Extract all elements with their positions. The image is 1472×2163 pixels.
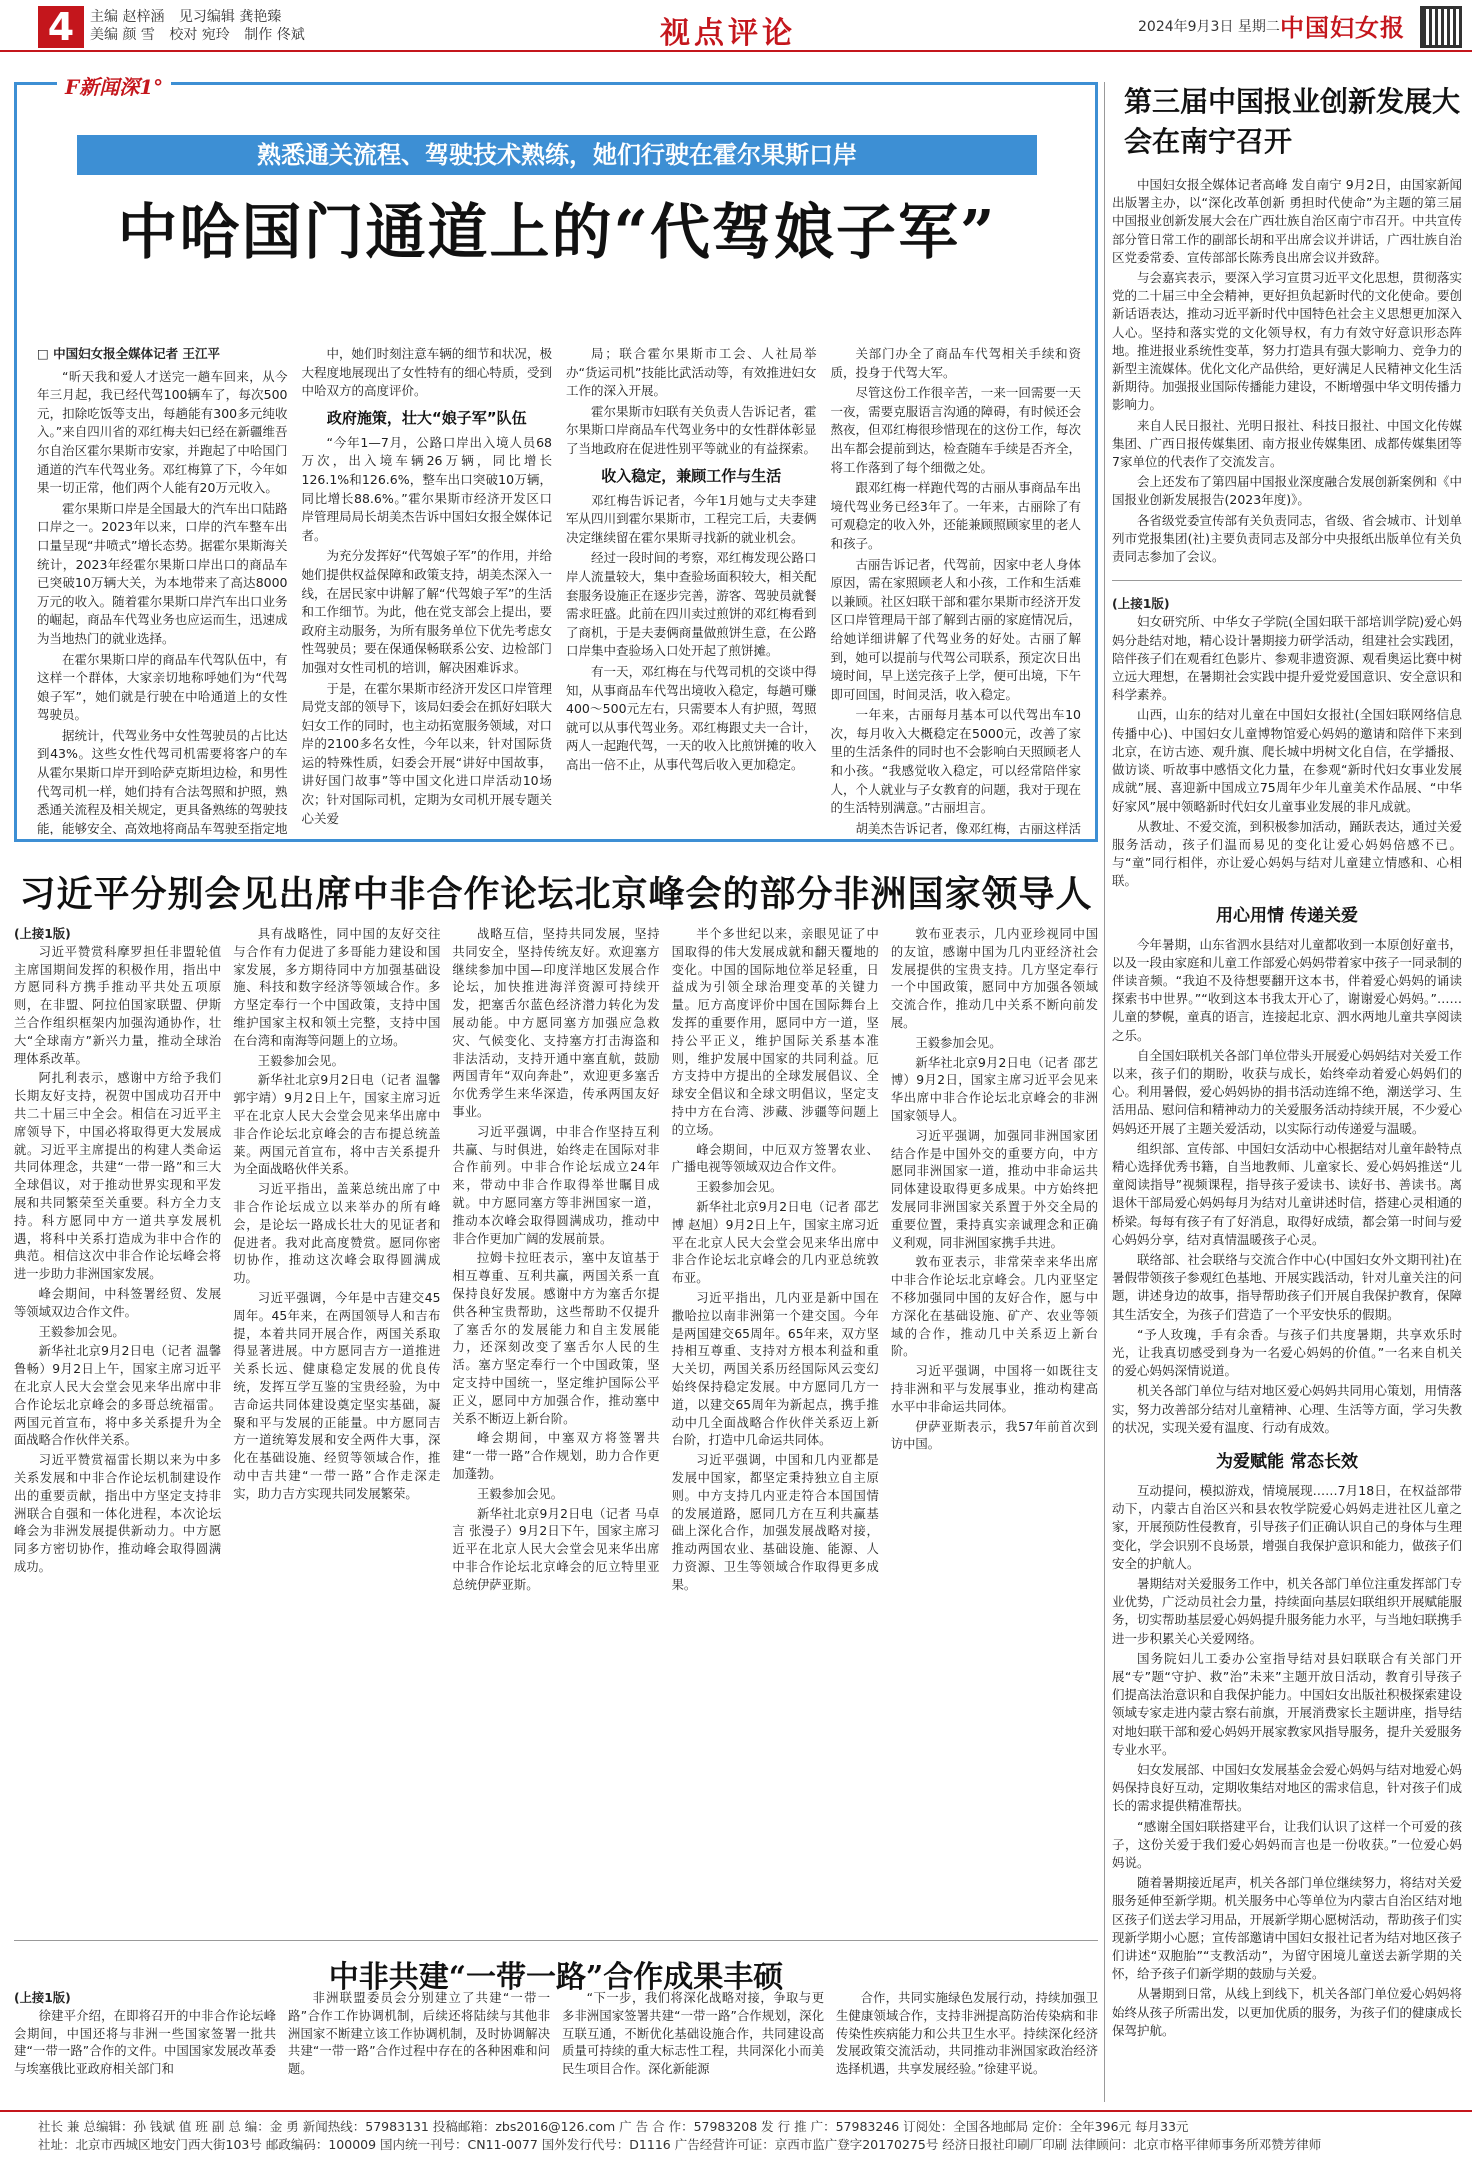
feature-subtitle: 熟悉通关流程、驾驶技术熟练，她们行驶在霍尔果斯口岸 — [77, 135, 1037, 175]
paragraph: 霍尔果斯市妇联有关负责人告诉记者，霍尔果斯口岸商品车代驾业务中的女性群体彰显了当地政府在促进性别平等就业的有益探索。 — [566, 403, 817, 456]
paragraph: 习近平指出，几内亚是新中国在撒哈拉以南非洲第一个建交国。今年是两国建交65周年。65年来，双方坚持相互尊重、支持对方根本利益和重大关切，两国关系历经国际风云变幻始终保持稳定发展。中方愿同几方一道，以建交65周年为新起点，携手推动中几全面战略合作伙伴关系迈上新台阶，打造中几命运共同体。 — [671, 1290, 879, 1448]
paragraph: 阿扎利表示，感谢中方给予我们长期友好支持，祝贺中国成功召开中共二十届三中全会。相信在习近平主席领导下，中国必将取得更大发展成就。习近平主席提出的构建人类命运共同体理念，共建“一带一路”和三大全球倡议，对于推动世界实现和平发展和共同繁荣至关重要。科方全力支持。科方愿同中方一道共享发展机遇，将科中关系打造成为非中合作的典范。相信这次中非合作论坛峰会将进一步助力非洲国家发展。 — [14, 1071, 222, 1282]
paragraph: 王毅参加会见。 — [696, 1180, 783, 1195]
continuation-label: (上接1版) — [1112, 596, 1170, 612]
feature-column-1 — [37, 345, 288, 835]
paragraph: 妇女研究所、中华女子学院(全国妇联干部培训学院)爱心妈妈分赴结对地，精心设计暑期接力研学活动，组建社会实践团，陪伴孩子们在观看红色影片、参观非遗资源、观看奥运比赛中树立远大理想，在暑期社会实践中提升爱党爱国意识、安全意识和科学素养。 — [1112, 614, 1462, 703]
paragraph: 新华社北京9月2日电（记者 邵艺博 赵旭）9月2日上午，国家主席习近平在北京人民大会堂会见来华出席中非合作论坛北京峰会的几内亚总统敦布亚。 — [671, 1199, 879, 1286]
editor-credit: 校对 宛玲 — [169, 27, 230, 43]
news-columns — [14, 926, 1098, 1926]
paragraph: 与会嘉宾表示，要深入学习宣贯习近平文化思想，贯彻落实党的二十届三中全会精神，更好担负起新时代的文化使命。要创新话语表达，推动习近平新时代中国特色社会主义思想更加深入人心。坚持和落实党的文化领导权，有力有效守好意识形态阵地。推进报业系统性变革，努力打造具有强大影响力、竞争力的新型主流媒体。优化文化产品供给，更好满足人民精神文化生活新期待。加强报业国际传播能力建设，不断增强中华文明传播力影响力。 — [1112, 270, 1462, 413]
right-article-body — [1112, 176, 1462, 2042]
feature-article — [14, 75, 1098, 842]
editor-credit: 美编 颜 雪 — [90, 27, 155, 43]
paragraph: 山西，山东的结对儿童在中国妇女报社(全国妇联网络信息传播中心)、中国妇女儿童博物馆爱心妈妈的邀请和陪伴下来到北京，在访古迹、观升旗、爬长城中坍树文化自信，在学播报、做访谈、听故事中感悟文化力量，在参观“新时代妇女事业发展成就”展、喜迎新中国成立75周年少年儿童美术作品展、“中华好家风”展中领略新时代妇女儿童事业发展的非凡成就。 — [1112, 707, 1462, 814]
paragraph: 从暑期到日常，从线上到线下，机关各部门单位爱心妈妈将始终从孩子所需出发，以更加优质的服务，为孩子们的健康成长保驾护航。 — [1112, 1986, 1462, 2038]
paragraph: 联络部、社会联络与交流合作中心(中国妇女外文期刊社)在暑假带领孩子参观红色基地、开展实践活动，针对儿童关注的问题，讲述身边的故事，指导帮助孩子们开展自我保护教育，保障其生活安全，为孩子们营造了一个平安快乐的假期。 — [1112, 1251, 1462, 1322]
paragraph: 胡美杰告诉记者，像邓红梅，古丽这样活 — [855, 820, 1081, 835]
paragraph: 在霍尔果斯口岸的商品车代驾队伍中，有这样一个群体，大家亲切地称呼她们为“代驾娘子军”，她们就是行驶在中哈通道上的女性驾驶员。 — [37, 651, 288, 723]
paragraph: 王毅参加会见。 — [477, 1486, 564, 1501]
feature-tag: F新闻深1° — [57, 71, 171, 100]
paragraph: 合作，共同实施绿色发展行动，持续加强卫生健康领域合作，支持非洲提高防治传染病和非传染性疾病能力和公共卫生水平。持续深化经济发展政策交流活动，共同推动非洲国家政治经济选择机遇，共享发展经验。”徐建平说。 — [836, 1991, 1098, 2077]
paragraph: 半个多世纪以来，亲眼见证了中国取得的伟大发展成就和翻天覆地的变化。中国的国际地位举足轻重，日益成为引领全球治理变革的关键力量。厄方高度评价中国在国际舞台上发挥的重要作用，愿同中方一道，坚持公平正义，维护国际关系基本准则，维护发展中国家的共同利益。厄方支持中方提出的全球发展倡议、全球安全倡议和全球文明倡议，坚定支持中方在台湾、涉藏、涉疆等问题上的立场。 — [671, 927, 879, 1137]
paragraph: 王毅参加会见。 — [257, 1053, 344, 1068]
paragraph: 伊萨亚斯表示，我57年前首次到访中国。 — [890, 1419, 1099, 1452]
right-subheading: 用心用情 传递关爱 — [1216, 905, 1358, 926]
paragraph: 拉姆卡拉旺表示，塞中友谊基于相互尊重、互利共赢，两国关系一直保持良好发展。感谢中方为塞舌尔提供各种宝贵帮助，这些帮助不仅提升了塞舌尔的发展能力和自主发展能力，还深刻改变了塞舌尔人民的生活。塞方坚定奉行一个中国政策，坚定支持中国统一，坚定维护国际公平正义，愿同中方加强合作，推动塞中关系不断迈上新台阶。 — [452, 1251, 660, 1426]
news-column-5 — [891, 926, 1098, 1926]
paragraph: 跟邓红梅一样跑代驾的古丽从事商品车出境代驾业务已经3年了。一年来，古丽除了有可观稳定的收入外，还能兼顾照顾家里的老人和孩子。 — [830, 480, 1081, 551]
paragraph: 随着暑期接近尾声，机关各部门单位继续努力，将结对关爱服务延伸至新学期。机关服务中心等单位为内蒙古自治区结对地区孩子们送去学习用品，开展新学期心愿树活动，帮助孩子们实现新学期小心愿；宣传部邀请中国妇女报社记者为结对地区孩子们讲述“双胞胎”“支教活动”，为留守困境儿童送去新学期的关怀，给予孩子们新学期的鼓励与关爱。 — [1112, 1875, 1462, 1982]
paragraph: 新华社北京9月2日电（记者 马卓言 张漫子）9月2日下午，国家主席习近平在北京人民大会堂会见来华出席中非合作论坛北京峰会的厄立特里亚总统伊萨亚斯。 — [452, 1506, 660, 1592]
paragraph: 从教址、不爱交流，到积极参加活动，踊跃表达，通过关爱服务活动，孩子们温而易见的变化让爱心妈妈倍感不已。与“童”同行相伴，亦让爱心妈妈与结对儿童建立情感和、心相联。 — [1112, 818, 1462, 889]
bottom-headline: 中非共建“一带一路”合作成果丰硕 — [328, 1960, 784, 1995]
continuation-label: (上接1版) — [14, 927, 71, 941]
feature-headline: 中哈国门通道上的“代驾娘子军” — [117, 198, 997, 268]
paragraph: “昕天我和爱人才送完一趟车回来，从今年三月起，我已经代驾100辆车了，每次500元，扣除吃饭等支出，每趟能有300多元纯收入。”来自四川省的邓红梅夫妇已经在新疆维吾尔自治区霍尔果斯市安家，并跑起了中哈国门通道的汽车代驾业务。邓红梅算了下，今年如果一切正常，他们两个人能有20万元收入。 — [37, 368, 288, 496]
feature-subheading: 收入稳定，兼顾工作与生活 — [601, 466, 782, 485]
paragraph: 局；联合霍尔果斯市工会、人社局举办“货运司机”技能比武活动等，有效推进妇女工作的深入开展。 — [566, 346, 817, 399]
paragraph: 于是，在霍尔果斯市经济开发区口岸管理局党支部的领导下，该局妇委会在抓好妇联大妇女工作的同时，也主动拓宽服务领域，对口岸的2100多名女性，今年以来，针对国际货运的特殊性质，妇委会开展“讲好中国故事，讲好国门故事”等中国文化进口岸活动10场次；针对国际司机，定期为女司机开展专题关心关爱 — [301, 680, 552, 826]
paragraph: 习近平强调，中国和几内亚都是发展中国家，都坚定秉持独立自主原则。中方支持几内亚走符合本国国情的发展道路，愿同几方在互利共赢基础上深化合作，加强发展战略对接，推动两国农业、基础设施、能源、人力资源、卫生等领域合作取得更多成果。 — [671, 1453, 879, 1592]
paragraph: 中国妇女报全媒体记者高峰 发自南宁 9月2日，由国家新闻出版署主办，以“深化改革创新 勇担时代使命”为主题的第三届中国报业创新发展大会在广西壮族自治区南宁市召开。中共宣传部分管日常工作的副部长胡和平出席会议并讲话，广西壮族自治区党委常委、宣传部部长陈秀良出席会议并致辞。 — [1112, 177, 1462, 265]
paragraph: 自全国妇联机关各部门单位带头开展爱心妈妈结对关爱工作以来，孩子们的期盼，收获与成长，始终牵动着爱心妈妈们的心。利用暑假，爱心妈妈协的捐书活动连绵不绝，潮送学习、生活用品、慰问信和精神动力的关爱服务活动持续开展，不少爱心妈妈还开展了主题关爱活动，以实际行动传递爱与温暖。 — [1112, 1047, 1462, 1136]
feature-column-3 — [566, 345, 817, 835]
footer-contact-line: 社长 兼 总编辑：孙 钱斌 值 班 副 总 编：金 勇 新闻热线：57983131 投稿邮箱：zbs2016@126.com 广 告 合 作：57983208 发 行 推 广：57983246 订阅处：全国各地邮局 定价：全年396元 每月33元 — [38, 2119, 1189, 2134]
paragraph: 徐建平介绍，在即将召开的中非合作论坛峰会期间，中国还将与非洲一些国家签署一批共建“一带一路”合作的文件。中国国家发展改革委与埃塞俄比亚政府相关部门和 — [14, 2008, 276, 2077]
paragraph: 习近平强调，中国将一如既往支持非洲和平与发展事业，推动构建高水平中非命运共同体。 — [890, 1364, 1099, 1414]
news-column-4 — [672, 926, 879, 1926]
paragraph: 峰会期间，中科签署经贸、发展等领域双边合作文件。 — [14, 1286, 222, 1319]
paragraph: 王毅参加会见。 — [915, 1035, 1002, 1050]
paragraph: 习近平赞赏科摩罗担任非盟轮值主席国期间发挥的积极作用，指出中方愿同科方携手推动平共处五项原则，在非盟、阿拉伯国家联盟、伊斯兰合作组织框架内加强沟通协作，壮大“全球南方”新兴力量，推动全球治理体系改革。 — [14, 944, 222, 1066]
paragraph: 新华社北京9月2日电（记者 温馨 郭宇靖）9月2日上午，国家主席习近平在北京人民大会堂会见来华出席中非合作论坛北京峰会的吉布提总统盖莱。两国元首宣布，将中吉关系提升为全面战略伙伴关系。 — [233, 1073, 441, 1177]
feature-subheading: 政府施策，壮大“娘子军”队伍 — [326, 408, 527, 427]
paragraph: 据统计，代驾业务中女性驾驶员的占比达到43%。这些女性代驾司机需要将客户的车从霍尔果斯口岸开到哈萨克斯坦边检，和男性代驾司机一样，她们持有合法驾照和护照，熟悉通关流程及相关规定，更具备熟练的驾驶技能，能够安全、高效地将商品车驾驶至指定地 — [37, 727, 288, 835]
paragraph: 会上还发布了第四届中国报业深度融合发展创新案例和《中国报业创新发展报告(2023年度)》。 — [1112, 474, 1462, 508]
paragraph: 新华社北京9月2日电（记者 温馨 鲁畅）9月2日上午，国家主席习近平在北京人民大会堂会见来华出席中非合作论坛北京峰会的多哥总统福雷。两国元首宣布，将中多关系提升为全面战略合作伙伴关系。 — [14, 1344, 222, 1448]
paragraph: 敦布亚表示，非常荣幸来华出席中非合作论坛北京峰会。几内亚坚定不移加强同中国的友好合作，愿与中方深化在基础设施、矿产、农业等领域的合作，推动几中关系迈上新台阶。 — [890, 1255, 1099, 1359]
paragraph: 今年暑期，山东省泗水县结对儿童都收到一本原创好童书，以及一段由家庭和儿童工作部爱心妈妈带着家中孩子一同录制的伴读音频。“我迫不及待想要翻开这本书，伴着爱心妈妈的诵读探索书中世界。”“收到这本书我太开心了，谢谢爱心妈妈。”……儿童的梦幌，童真的语言，连接起北京、泗水两地儿童共享阅读之乐。 — [1112, 936, 1462, 1043]
paragraph: 暑期结对关爱服务工作中，机关各部门单位注重发挥部门专业优势，广泛动员社会力量，持续面向基层妇联组织开展赋能服务，切实帮助基层爱心妈妈提升服务能力水平，与当地妇联携手进一步积累关心关爱网络。 — [1112, 1576, 1462, 1646]
paragraph: 一年来，古丽每月基本可以代驾出车10次，每月收入大概稳定在5000元，改善了家里的生活条件的同时也不会影响白天照顾老人和小孩。“我感觉收入稳定，可以经常陪伴家人，个人就业与子女教育的问题，我对于现在的生活特别满意。”古丽坦言。 — [830, 707, 1081, 816]
news-column-3 — [452, 926, 659, 1926]
paragraph: 经过一段时间的考察，邓红梅发现公路口岸人流量较大，集中查验场面积较大，相关配套服务设施正在逐步完善，游客、驾驶员就餐需求旺盛。此前在四川卖过煎饼的邓红梅看到了商机，于是夫妻俩商量做煎饼生意，在公路口岸集中查验场入口处开起了煎饼摊。 — [566, 550, 817, 659]
qr-code-icon — [1420, 6, 1462, 48]
feature-columns — [37, 345, 1081, 835]
paragraph: “下一步，我们将深化战略对接，争取与更多非洲国家签署共建“一带一路”合作规划，深化互联互通，不断优化基础设施合作，共同建设高质量可持续的重大标志性工程，共同深化小而美民生项目合作。深化新能源 — [562, 1991, 824, 2077]
feature-column-4 — [831, 345, 1082, 835]
right-column — [1112, 82, 1462, 2038]
newspaper-logo: 中国妇女报 — [1280, 13, 1405, 42]
editor-credits — [90, 8, 315, 44]
paragraph: 国务院妇儿工委办公室指导结对县妇联联合有关部门开展“专”题“守护、救”治”未来”主题开放日活动，教育引导孩子们提高法治意识和自我保护能力。中国妇女出版社积极探索建设领域专家走进内蒙古察右前旗，开展消费家长主题讲座，指导结对地妇联干部和爱心妈妈开展家教家风指导服务，提升关爱服务专业水平。 — [1112, 1650, 1462, 1757]
paragraph: 为充分发挥好“代驾娘子军”的作用，并给她们提供权益保障和政策支持，胡美杰深入一线，在居民家中讲解了解“代驾娘子军”的生活和工作细节。为此，他在党支部会上提出，要政府主动服务，为所有服务单位下优先考虑女性驾驶员；要在保通保畅联系公安、边检部门加强对女性司机的培训，解决困难诉求。 — [301, 548, 552, 675]
paragraph: 峰会期间，中厄双方签署农业、广播电视等领域双边合作文件。 — [671, 1142, 879, 1175]
divider — [14, 1940, 1098, 1941]
editor-credit: 见习编辑 龚艳臻 — [178, 9, 282, 25]
section-title: 视点评论 — [660, 16, 796, 51]
divider — [1112, 580, 1462, 581]
masthead — [0, 0, 1472, 52]
news-headline: 习近平分别会见出席中非合作论坛北京峰会的部分非洲国家领导人 — [19, 873, 1093, 915]
editor-credit: 制作 佟斌 — [244, 27, 305, 43]
paragraph: 妇女发展部、中国妇女发展基金会爱心妈妈与结对地爱心妈妈保持良好互动，定期收集结对地区的需求信息，针对孩子们成长的需求提供精准帮扶。 — [1112, 1762, 1462, 1814]
paragraph: 中，她们时刻注意车辆的细节和状况，极大程度地展现出了女性特有的细心特质，受到中哈双方的高度评价。 — [301, 346, 552, 399]
paragraph: 霍尔果斯口岸是全国最大的汽车出口陆路口岸之一。2023年以来，口岸的汽车整车出口量呈现“井喷式”增长态势。据霍尔果斯海关统计，2023年经霍尔果斯口岸出口的商品车已突破10万辆大关，为本地带来了高达8000万元的收入。随着霍尔果斯口岸汽车出口业务的崛起，商品车代驾业务也应运而生，迅速成为当地热门的就业选择。 — [37, 500, 288, 646]
continuation-label: (上接1版) — [14, 1991, 71, 2005]
paragraph: 非洲联盟委员会分别建立了共建“一带一路”合作工作协调机制，后续还将陆续与其他非洲国家不断建立该工作协调机制，及时协调解决共建“一带一路”合作过程中存在的各种困难和问题。 — [288, 1991, 550, 2077]
paragraph: 邓红梅告诉记者，今年1月她与丈夫李建军从四川到霍尔果斯市，工程完工后，夫妻俩决定继续留在霍尔果斯寻找新的就业机会。 — [566, 492, 817, 545]
footer-address-line: 社址：北京市西城区地安门西大街103号 邮政编码：100009 国内统一刊号：CN11-0077 国外发行代号：D1116 广告经营许可证：京西市监广登字20170275号 经济日报社印刷厂印刷 法律顾问：北京市格平律师事务所邓赞芳律师 — [38, 2137, 1322, 2152]
paragraph: 习近平强调，加强同非洲国家团结合作是中国外交的重要方向，中方愿同非洲国家一道，推动中非命运共同体建设取得更多成果。中方始终把发展同非洲国家关系置于外交全局的重要位置，秉持真实亲诚理念和正确义利观，同非洲国家携手共进。 — [890, 1128, 1099, 1250]
paragraph: 习近平赞赏福雷长期以来为中多关系发展和中非合作论坛机制建设作出的重要贡献，指出中方坚定支持非洲联合自强和一体化进程，本次论坛峰会为非洲发展提供新动力。中方愿同多方密切协作，推动峰会取得圆满成功。 — [14, 1453, 222, 1574]
paragraph: 王毅参加会见。 — [38, 1324, 125, 1339]
paragraph: 习近平强调，中非合作坚持互利共赢、与时俱进，始终走在国际对非合作前列。中非合作论坛成立24年来，带动中非合作取得举世瞩目成就。中方愿同塞方等非洲国家一道，推动本次峰会取得圆满成功，推动中非合作更加广阔的发展前景。 — [452, 1124, 660, 1246]
column-divider — [1104, 82, 1105, 2102]
page-number: 4 — [38, 6, 84, 48]
footer — [0, 2110, 1472, 2163]
paragraph: 新华社北京9月2日电（记者 邵艺博）9月2日，国家主席习近平会见来华出席中非合作论坛北京峰会的非洲国家领导人。 — [890, 1055, 1099, 1123]
paragraph: 峰会期间，中塞双方将签署共建“一带一路”合作规划，助力合作更加蓬勃。 — [452, 1431, 660, 1481]
paragraph: 敦布亚表示，几内亚珍视同中国的友谊，感谢中国为几内亚经济社会发展提供的宝贵支持。几方坚定奉行一个中国政策，愿同中方加强各领域交流合作，推动几中关系不断向前发展。 — [890, 927, 1099, 1030]
paragraph: 有一天，邓红梅在与代驾司机的交谈中得知，从事商品车代驾出境收入稳定，每趟可赚400～500元左右，只需要本人有护照，驾照就可以从事代驾业务。邓红梅跟丈夫一合计，两人一起跑代驾，一天的收入比煎饼摊的收入高出一倍不止，从事代驾后收入更加稳定。 — [566, 663, 817, 772]
paragraph: “予人玫瑰，手有余香。与孩子们共度暑期，共享欢乐时光，让我真切感受到身为一名爱心妈妈的价值。”一名来自机关的爱心妈妈深情说道。 — [1112, 1326, 1462, 1379]
paragraph: 具有战略性，同中国的友好交往与合作有力促进了多哥能力建设和国家发展，多方期待同中方加强基础设施、科技和数字经济等领域合作。多方坚定奉行一个中国政策，支持中国维护国家主权和领土完整，支持中国在台湾和南海等问题上的立场。 — [233, 927, 441, 1048]
paragraph: 机关各部门单位与结对地区爱心妈妈共同用心策划，用情落实，努力改善部分结对儿童精神、心理、生活等方面，学习失教的状况，实现关爱有温度、行动有成效。 — [1112, 1383, 1462, 1435]
news-column-2 — [233, 926, 440, 1926]
paragraph: 互动提问，模拟游戏，情境展现……7月18日，在权益部带动下，内蒙古自治区兴和县农牧学院爱心妈妈走进社区儿童之家，开展预防性侵教育，引导孩子们正确认识自己的身体与生理变化，学会识别不良场景，增强自我保护意识和能力，做孩子们安全的护航人。 — [1112, 1483, 1462, 1571]
paragraph: 战略互信，坚持共同发展，坚持共同安全，坚持传统友好。欢迎塞方继续参加中国—印度洋地区发展合作论坛，加快推进海洋资源可持续开发，把塞舌尔蓝色经济潜力转化为发展动能。中方愿同塞方加强应急救灾、气候变化、支持塞方打击海盗和非法活动，支持开通中塞直航，鼓励两国青年“双向奔赴”，欢迎更多塞舌尔优秀学生来华深造，传承两国友好事业。 — [452, 927, 660, 1119]
paragraph: 来自人民日报社、光明日报社、科技日报社、中国文化传媒集团、广西日报传媒集团、南方报业传媒集团、成都传媒集团等7家单位的代表作了交流发言。 — [1112, 417, 1462, 470]
right-headline: 第三届中国报业创新发展大会在南宁召开 — [1124, 85, 1461, 158]
news-column-1 — [14, 926, 221, 1926]
paragraph: 关部门办全了商品车代驾相关手续和资质，投身于代驾大军。 — [830, 346, 1081, 380]
paragraph: 各省级党委宣传部有关负责同志，省级、省会城市、计划单列市党报集团(社)主要负责同志及部分中央报纸出版单位有关负责同志参加了会议。 — [1112, 512, 1462, 565]
issue-date: 2024年9月3日 星期二 — [1138, 19, 1280, 35]
paragraph: 组织部、宣传部、中国妇女活动中心根据结对儿童年龄特点精心选择优秀书籍，自当地教师、儿童家长、爱心妈妈推送“儿童阅读指导”视频课程，指导孩子爱读书、读好书、善读书。离退休干部局爱心妈妈每月为结对儿童讲述时信，搭建心灵相通的桥梁。每每有孩子有了好消息，取得好成绩，都会第一时间与爱心妈妈分享，结对真情温暖孩子心灵。 — [1112, 1140, 1462, 1247]
paragraph: 古丽告诉记者，代驾前，因家中老人身体原因，需在家照顾老人和小孩，工作和生活难以兼顾。社区妇联干部和霍尔果斯市经济开发区口岸管理局干部了解到古丽的家庭情况后，给她详细讲解了代驾业务的好处。古丽了解到，她可以提前与代驾公司联系，预定次日出境时间，早上送完孩子上学，便可出境，下午即可回国，时间灵活，收入稳定。 — [830, 556, 1081, 702]
feature-byline: □ 中国妇女报全媒体记者 王江平 — [37, 346, 221, 361]
paragraph: 习近平指出，盖莱总统出席了中非合作论坛成立以来举办的所有峰会，是论坛一路成长壮大的见证者和促进者。我对此高度赞赏。愿同你密切协作，推动这次峰会取得圆满成功。 — [233, 1182, 441, 1286]
paragraph: “今年1—7月，公路口岸出入境人员68万次，出入境车辆26万辆，同比增长126.1%和126.6%，整车出口突破10万辆，同比增长88.6%。”霍尔果斯市经济开发区口岸管理局局长胡美杰告诉中国妇女报全媒体记者。 — [301, 434, 552, 543]
feature-column-2 — [302, 345, 553, 835]
paragraph: 习近平强调，今年是中吉建交45周年。45年来，在两国领导人和吉布提，本着共同开展合作，两国关系取得显著进展。中方愿同吉方一道推进关系长远、健康稳定发展的优良传统，发挥互学互鉴的宝贵经验，为中吉命运共同体建设奠定坚实基础，凝聚和平与发展的正能量。中方愿同吉方一道统筹发展和安全两件大事，深化在基础设施、经贸等领域合作，推动中吉共建“一带一路”合作走深走实，助力吉方实现共同发展繁荣。 — [233, 1290, 441, 1501]
paragraph: “感谢全国妇联搭建平台，让我们认识了这样一个可爱的孩子，这份关爱于我们爱心妈妈而言也是一份收获。”一位爱心妈妈说。 — [1112, 1818, 1462, 1871]
editor-credit: 主编 赵梓涵 — [90, 9, 165, 25]
right-subheading: 为爱赋能 常态长效 — [1216, 1452, 1358, 1472]
paragraph: 尽管这份工作很辛苦，一来一回需要一天一夜，需要克服语言沟通的障碍，有时候还会熬夜，但邓红梅很珍惜现在的这份工作，每次出车都会提前到达，检查随车手续是否齐全，将工作落到了每个细微之处。 — [830, 385, 1081, 475]
